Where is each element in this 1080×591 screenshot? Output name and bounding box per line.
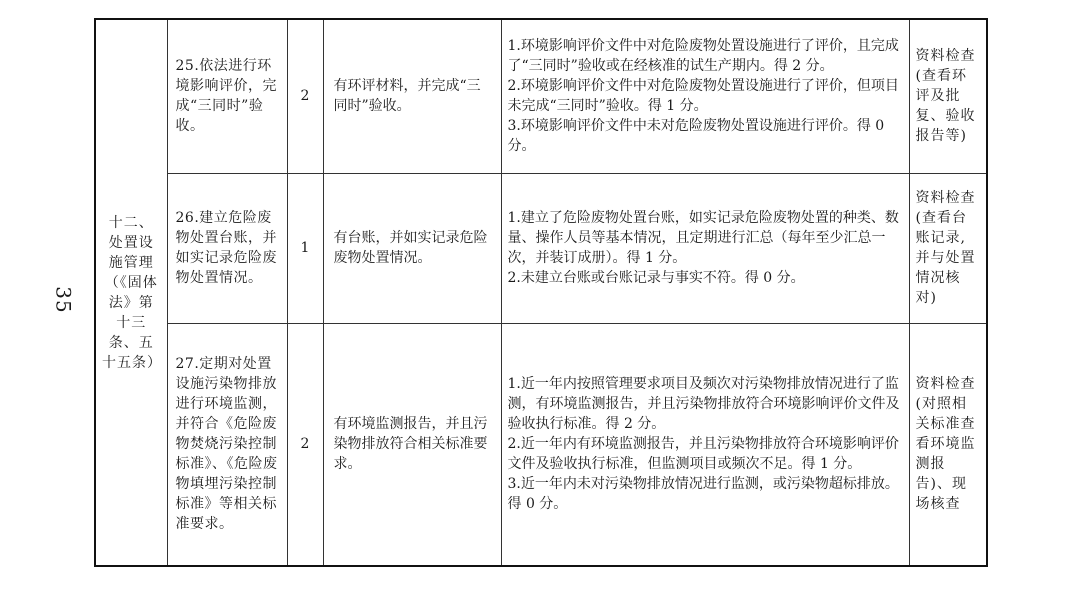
- criteria-line: 1.近一年内按照管理要求项目及频次对污染物排放情况进行了监测，有环境监测报告，并且污染物排放符合环境影响评价文件及验收执行标准。得 2 分。: [507, 376, 900, 433]
- criteria-cell: [501, 173, 909, 323]
- item-text: 27.定期对处置设施污染物排放进行环境监测，并符合《危险废物焚烧污染控制标准》、《危险废物填埋污染控制标准》等相关标准要求。: [167, 323, 287, 566]
- criteria-line: 2.未建立台账或台账记录与事实不符。得 0 分。: [507, 270, 805, 286]
- criteria-line: 3.近一年内未对污染物排放情况进行监测，或污染物超标排放。得 0 分。: [507, 476, 899, 513]
- method-cell: 资料检查(对照相关标准查看环境监测报告)、现场核查: [909, 323, 987, 566]
- criteria-line: 2.环境影响评价文件中对危险废物处置设施进行了评价，但项目未完成“三同时”验收。得 1 分。: [507, 78, 899, 115]
- method-cell: 资料检查(查看台账记录,并与处置情况核对): [909, 173, 987, 323]
- table-row: [95, 19, 987, 173]
- section-title: 十二、处置设施管理（《固体法》第十三条、五十五条）: [95, 19, 167, 566]
- item-text: 26.建立危险废物处置台账，并如实记录危险废物处置情况。: [167, 173, 287, 323]
- method-cell: 资料检查(查看环评及批复、验收报告等): [909, 19, 987, 173]
- requirement-cell: 有台账，并如实记录危险废物处置情况。: [323, 173, 501, 323]
- requirement-cell: 有环境监测报告，并且污染物排放符合相关标准要求。: [323, 323, 501, 566]
- table-row: [95, 323, 987, 566]
- requirement-cell: 有环评材料，并完成“三同时”验收。: [323, 19, 501, 173]
- criteria-line: 2.近一年内有环境监测报告，并且污染物排放符合环境影响评价文件及验收执行标准，但监测项目或频次不足。得 1 分。: [507, 436, 899, 473]
- assessment-table: [94, 18, 988, 567]
- criteria-line: 3.环境影响评价文件中未对危险废物处置设施进行评价。得 0 分。: [507, 118, 885, 155]
- criteria-cell: [501, 323, 909, 566]
- page-number: 35: [51, 286, 76, 314]
- score-cell: 1: [287, 173, 323, 323]
- table-row: [95, 173, 987, 323]
- score-cell: 2: [287, 323, 323, 566]
- item-text: 25.依法进行环境影响评价，完成“三同时”验收。: [167, 19, 287, 173]
- criteria-cell: [501, 19, 909, 173]
- criteria-line: 1.建立了危险废物处置台账，如实记录危险废物处置的种类、数量、操作人员等基本情况，且定期进行汇总（每年至少汇总一次，并装订成册）。得 1 分。: [507, 210, 899, 266]
- criteria-line: 1.环境影响评价文件中对危险废物处置设施进行了评价，且完成了“三同时”验收或在经核准的试生产期内。得 2 分。: [507, 38, 899, 75]
- score-cell: 2: [287, 19, 323, 173]
